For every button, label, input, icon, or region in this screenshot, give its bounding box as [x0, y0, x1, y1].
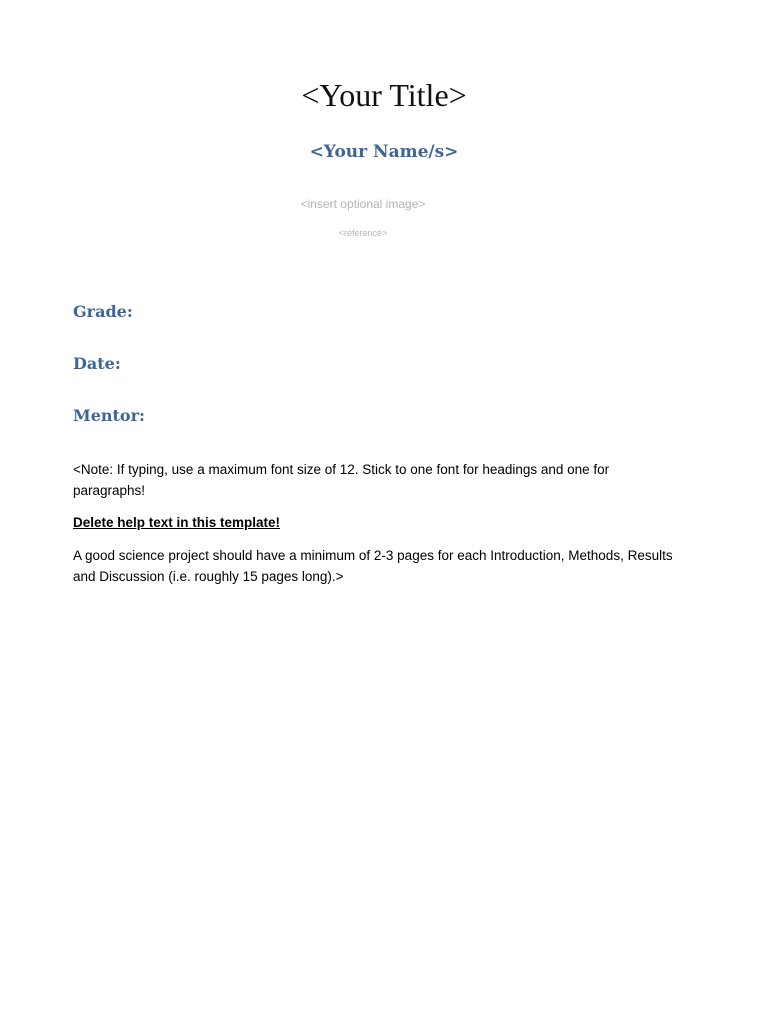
mentor-label: Mentor: — [73, 406, 145, 425]
delete-help-text: Delete help text in this template! — [73, 515, 281, 530]
grade-label: Grade: — [73, 302, 133, 321]
project-length-guidance: A good science project should have a minimum of 2-3 pages for each Introduction, Methods, Results and Discussion (i.e. roughly 15 pages long).> — [73, 548, 673, 584]
image-reference: <reference> — [338, 228, 388, 238]
optional-image-placeholder: <insert optional image> — [300, 197, 426, 211]
date-label: Date: — [73, 354, 121, 373]
author-names: <Your Name/s> — [309, 142, 459, 162]
formatting-note: <Note: If typing, use a maximum font size of 12. Stick to one font for headings and one for paragraphs! — [73, 462, 610, 498]
document-title: <Your Title> — [301, 77, 467, 113]
